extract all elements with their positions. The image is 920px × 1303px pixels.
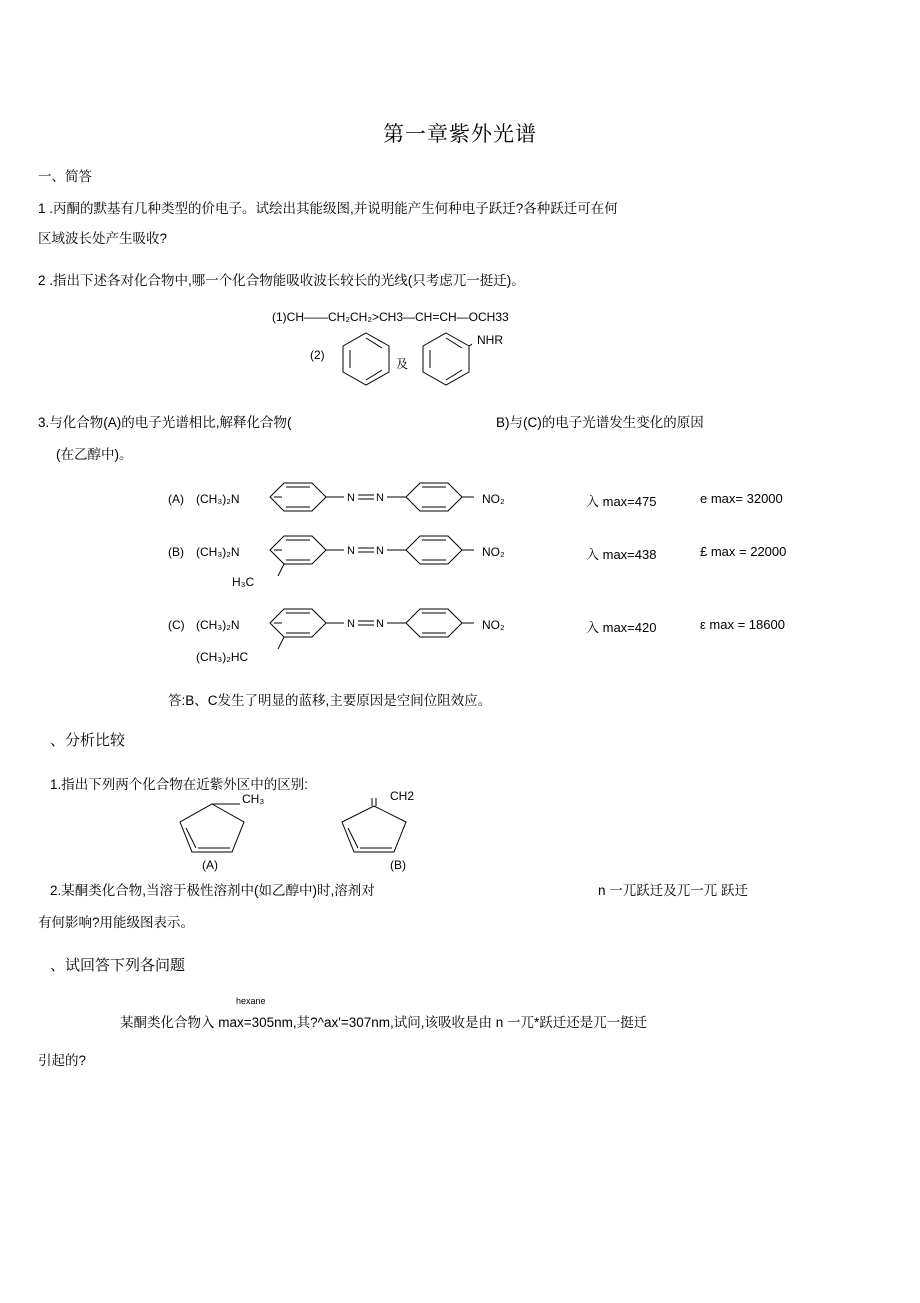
compare-structure-b-group: CH2 bbox=[390, 789, 415, 803]
q2-benzene-ring-2 bbox=[420, 330, 472, 388]
compound-c-label: (C) bbox=[168, 618, 185, 632]
compound-a-left-group: (CH₃)₂N bbox=[196, 492, 240, 506]
compare-structure-b-label: (B) bbox=[390, 858, 406, 872]
compound-b-label: (B) bbox=[168, 545, 184, 559]
compound-b-methyl: H₃C bbox=[232, 575, 255, 589]
question-3-answer: 答:B、C发生了明显的蓝移,主要原因是空间位阻效应。 bbox=[168, 693, 492, 708]
compound-b-right-group: NO₂ bbox=[482, 545, 505, 559]
svg-text:N: N bbox=[376, 492, 384, 504]
question-3-text-part2: B)与(C)的电子光谱发生变化的原因 bbox=[496, 415, 704, 430]
compound-c-right-group: NO₂ bbox=[482, 618, 505, 632]
section-3-question-line-2: 引起的? bbox=[38, 1053, 87, 1068]
compare-question-2-part1: 2.某酮类化合物,当溶于极性溶剂中(如乙醇中)时,溶剂对 bbox=[50, 883, 375, 898]
question-3-text-part3: (在乙醇中)。 bbox=[56, 447, 133, 462]
svg-text:N: N bbox=[347, 545, 355, 557]
section-heading-1: 一、简答 bbox=[38, 169, 92, 184]
compound-b-left-group: (CH₃)₂N bbox=[196, 545, 240, 559]
question-3-text-part1: 3.与化合物(A)的电子光谱相比,解释化合物( bbox=[38, 415, 292, 430]
compare-structure-a-group: CH₃ bbox=[242, 792, 265, 806]
svg-text:N: N bbox=[347, 492, 355, 504]
section-heading-2: 、分析比较 bbox=[50, 732, 126, 749]
page-title: 第一章紫外光谱 bbox=[383, 122, 537, 146]
compound-a-lambda: 入 max=475 bbox=[586, 494, 657, 509]
question-2-text: 2 .指出下述各对化合物中,哪一个化合物能吸收波长较长的光线(只考虑兀一挺迁)。 bbox=[38, 273, 525, 288]
compound-b-lambda: 入 max=438 bbox=[586, 547, 657, 562]
compound-b-epsilon: £ max = 22000 bbox=[700, 544, 787, 559]
compare-structure-b bbox=[330, 798, 450, 860]
compound-a-epsilon: e max= 32000 bbox=[700, 491, 783, 506]
compound-c-lambda: 入 max=420 bbox=[586, 620, 657, 635]
section-heading-3: 、试回答下列各问题 bbox=[50, 957, 186, 974]
q2-connector: 及 bbox=[396, 357, 409, 371]
question-1-line-2: 区域波长处产生吸收? bbox=[38, 231, 168, 246]
compound-a-right-group: NO₂ bbox=[482, 492, 505, 506]
compound-c-epsilon: ε max = 18600 bbox=[700, 617, 785, 632]
compare-question-1: 1.指出下列两个化合物在近紫外区中的区别: bbox=[50, 777, 309, 792]
hexane-superscript: hexane bbox=[236, 996, 266, 1006]
compound-a-label: (A) bbox=[168, 492, 184, 506]
compare-question-2-part3: 有何影响?用能级图表示。 bbox=[38, 915, 195, 930]
compare-question-2-part2: n 一兀跃迁及兀一兀 跃迁 bbox=[598, 883, 749, 898]
q2-nhr-label: NHR bbox=[477, 333, 503, 347]
q2-label-2: (2) bbox=[310, 348, 325, 362]
svg-text:N: N bbox=[347, 618, 355, 630]
compound-c-methyl: (CH₃)₂HC bbox=[196, 650, 249, 664]
svg-text:N: N bbox=[376, 545, 384, 557]
q2-structure-line1: (1)CH——CH₂CH₂>CH3—CH=CH—OCH33 bbox=[272, 310, 509, 324]
question-1-line-1: 1 .丙酮的默基有几种类型的价电子。试绘出其能级图,并说明能产生何种电子跃迁?各种跃迁可在何 bbox=[38, 201, 618, 216]
compare-structure-a-label: (A) bbox=[202, 858, 218, 872]
compare-structure-a bbox=[168, 798, 288, 860]
svg-text:N: N bbox=[376, 618, 384, 630]
compound-c-left-group: (CH₃)₂N bbox=[196, 618, 240, 632]
q2-benzene-ring-1 bbox=[340, 330, 392, 388]
section-3-question-line-1: 某酮类化合物入 max=305nm,其?^ax'=307nm,试问,该吸收是由 n 一兀*跃迁还是兀一挺迁 bbox=[120, 1015, 648, 1030]
